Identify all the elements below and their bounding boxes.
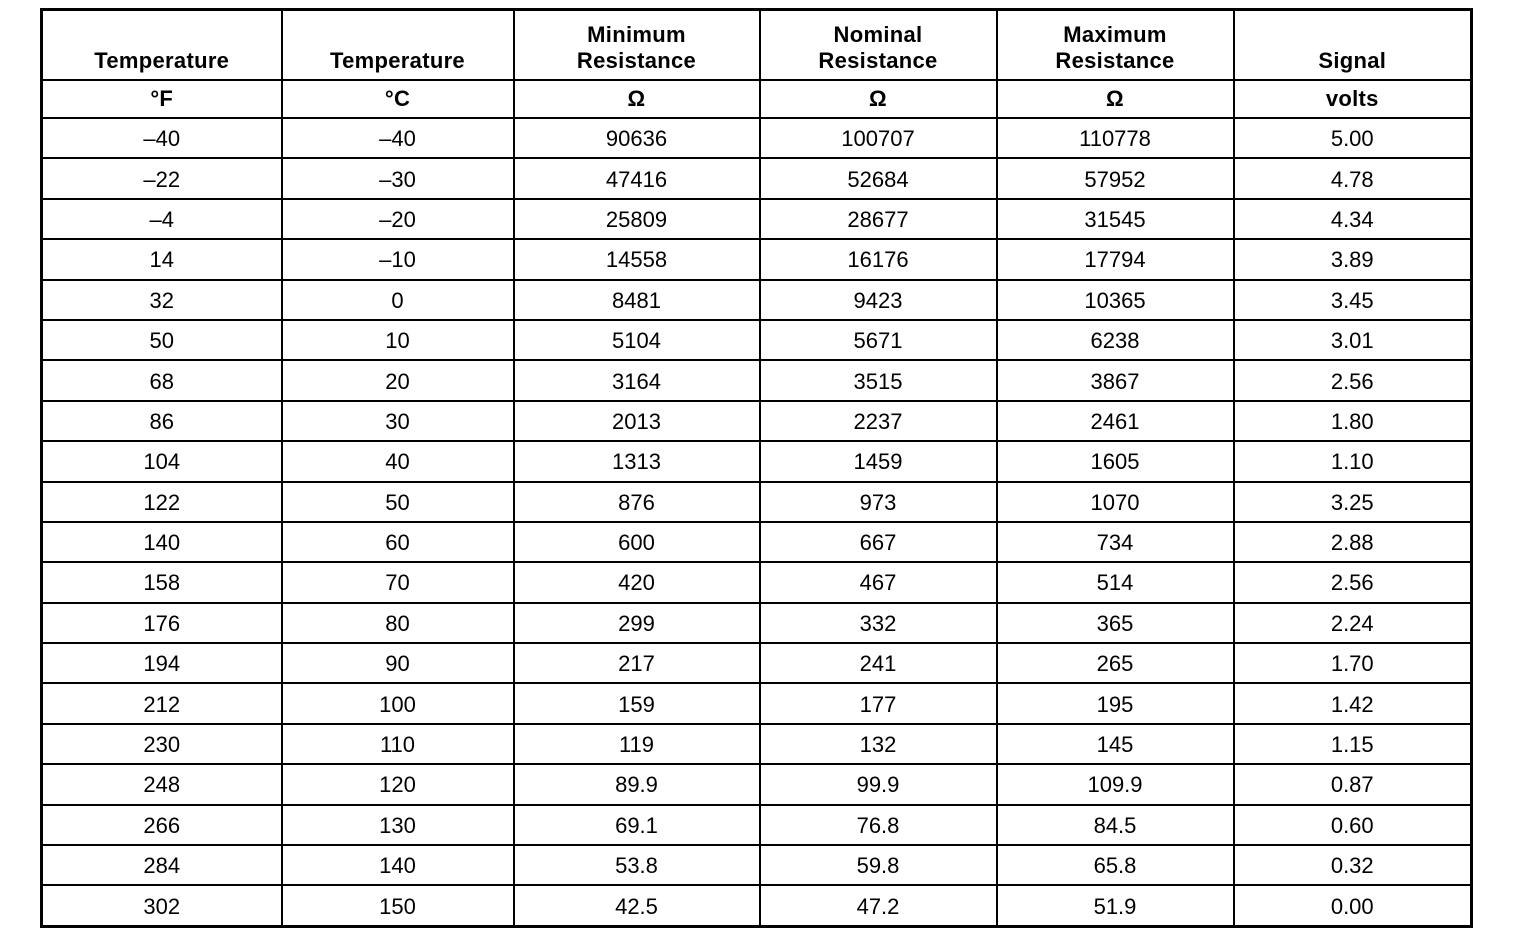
cell-temp-f: 140 <box>42 522 282 562</box>
cell-max-resistance: 1070 <box>997 482 1234 522</box>
table-row <box>42 562 1472 602</box>
cell-min-resistance: 14558 <box>514 239 760 279</box>
unit-celsius: °C <box>282 80 514 118</box>
table-row <box>42 885 1472 926</box>
unit-volts: volts <box>1234 80 1472 118</box>
cell-temp-c: 0 <box>282 280 514 320</box>
cell-temp-f: 32 <box>42 280 282 320</box>
cell-nominal-resistance: 1459 <box>760 441 997 481</box>
cell-temp-f: 302 <box>42 885 282 926</box>
cell-nominal-resistance: 76.8 <box>760 805 997 845</box>
cell-temp-f: 176 <box>42 603 282 643</box>
cell-signal: 1.10 <box>1234 441 1472 481</box>
table-row <box>42 360 1472 400</box>
cell-temp-c: 40 <box>282 441 514 481</box>
cell-signal: 3.89 <box>1234 239 1472 279</box>
cell-min-resistance: 420 <box>514 562 760 602</box>
cell-temp-f: 212 <box>42 683 282 723</box>
cell-min-resistance: 42.5 <box>514 885 760 926</box>
table-row <box>42 522 1472 562</box>
cell-signal: 0.87 <box>1234 764 1472 804</box>
header-line2: Resistance <box>576 48 697 73</box>
cell-temp-f: 104 <box>42 441 282 481</box>
cell-max-resistance: 31545 <box>997 199 1234 239</box>
unit-row <box>42 80 1472 118</box>
cell-signal: 2.24 <box>1234 603 1472 643</box>
table-row <box>42 320 1472 360</box>
header-temperature-f <box>42 10 282 81</box>
cell-signal: 2.56 <box>1234 562 1472 602</box>
header-line2: Signal <box>1318 48 1387 73</box>
cell-max-resistance: 110778 <box>997 118 1234 158</box>
cell-min-resistance: 90636 <box>514 118 760 158</box>
table-row <box>42 401 1472 441</box>
cell-temp-f: 194 <box>42 643 282 683</box>
cell-min-resistance: 8481 <box>514 280 760 320</box>
cell-min-resistance: 159 <box>514 683 760 723</box>
cell-max-resistance: 734 <box>997 522 1234 562</box>
cell-temp-c: 100 <box>282 683 514 723</box>
header-line2: Temperature <box>94 48 230 73</box>
unit-ohm-min: Ω <box>514 80 760 118</box>
cell-nominal-resistance: 467 <box>760 562 997 602</box>
cell-temp-f: 122 <box>42 482 282 522</box>
header-row <box>42 10 1472 81</box>
cell-min-resistance: 89.9 <box>514 764 760 804</box>
cell-temp-f: 284 <box>42 845 282 885</box>
header-signal <box>1234 10 1472 81</box>
cell-min-resistance: 876 <box>514 482 760 522</box>
cell-max-resistance: 145 <box>997 724 1234 764</box>
cell-nominal-resistance: 3515 <box>760 360 997 400</box>
cell-temp-c: 120 <box>282 764 514 804</box>
cell-signal: 2.88 <box>1234 522 1472 562</box>
cell-nominal-resistance: 16176 <box>760 239 997 279</box>
cell-signal: 1.70 <box>1234 643 1472 683</box>
cell-temp-f: 158 <box>42 562 282 602</box>
table-row <box>42 643 1472 683</box>
cell-temp-f: 14 <box>42 239 282 279</box>
table-row <box>42 199 1472 239</box>
cell-temp-c: 60 <box>282 522 514 562</box>
table-row <box>42 724 1472 764</box>
table-row <box>42 158 1472 198</box>
cell-temp-c: 130 <box>282 805 514 845</box>
cell-temp-c: 30 <box>282 401 514 441</box>
cell-max-resistance: 514 <box>997 562 1234 602</box>
cell-min-resistance: 25809 <box>514 199 760 239</box>
cell-nominal-resistance: 28677 <box>760 199 997 239</box>
cell-temp-f: 266 <box>42 805 282 845</box>
header-temperature-c <box>282 10 514 81</box>
cell-temp-c: –20 <box>282 199 514 239</box>
cell-max-resistance: 57952 <box>997 158 1234 198</box>
cell-max-resistance: 109.9 <box>997 764 1234 804</box>
cell-min-resistance: 299 <box>514 603 760 643</box>
cell-min-resistance: 5104 <box>514 320 760 360</box>
cell-temp-f: –22 <box>42 158 282 198</box>
temperature-resistance-table <box>40 8 1473 928</box>
cell-temp-c: 10 <box>282 320 514 360</box>
cell-signal: 0.00 <box>1234 885 1472 926</box>
cell-temp-c: 110 <box>282 724 514 764</box>
cell-temp-f: 230 <box>42 724 282 764</box>
cell-temp-c: –10 <box>282 239 514 279</box>
cell-nominal-resistance: 5671 <box>760 320 997 360</box>
cell-temp-c: 90 <box>282 643 514 683</box>
cell-temp-f: 50 <box>42 320 282 360</box>
cell-max-resistance: 365 <box>997 603 1234 643</box>
cell-max-resistance: 6238 <box>997 320 1234 360</box>
header-maximum-resistance <box>997 10 1234 81</box>
table-row <box>42 845 1472 885</box>
unit-ohm-nominal: Ω <box>760 80 997 118</box>
cell-signal: 4.34 <box>1234 199 1472 239</box>
table-row <box>42 603 1472 643</box>
cell-temp-c: 50 <box>282 482 514 522</box>
cell-signal: 4.78 <box>1234 158 1472 198</box>
header-line2: Resistance <box>1055 48 1175 73</box>
cell-nominal-resistance: 2237 <box>760 401 997 441</box>
cell-min-resistance: 2013 <box>514 401 760 441</box>
cell-signal: 1.80 <box>1234 401 1472 441</box>
cell-signal: 3.25 <box>1234 482 1472 522</box>
unit-ohm-max: Ω <box>997 80 1234 118</box>
table-row <box>42 239 1472 279</box>
cell-nominal-resistance: 241 <box>760 643 997 683</box>
cell-nominal-resistance: 52684 <box>760 158 997 198</box>
table-row <box>42 280 1472 320</box>
header-nominal-resistance <box>760 10 997 81</box>
cell-nominal-resistance: 973 <box>760 482 997 522</box>
cell-signal: 3.45 <box>1234 280 1472 320</box>
cell-min-resistance: 119 <box>514 724 760 764</box>
cell-max-resistance: 265 <box>997 643 1234 683</box>
header-line2: Resistance <box>818 48 938 73</box>
cell-temp-c: 70 <box>282 562 514 602</box>
unit-fahrenheit: °F <box>42 80 282 118</box>
cell-min-resistance: 69.1 <box>514 805 760 845</box>
cell-temp-c: 140 <box>282 845 514 885</box>
cell-max-resistance: 1605 <box>997 441 1234 481</box>
table-row <box>42 118 1472 158</box>
cell-signal: 5.00 <box>1234 118 1472 158</box>
cell-signal: 2.56 <box>1234 360 1472 400</box>
cell-max-resistance: 10365 <box>997 280 1234 320</box>
cell-max-resistance: 84.5 <box>997 805 1234 845</box>
cell-temp-f: 68 <box>42 360 282 400</box>
cell-nominal-resistance: 47.2 <box>760 885 997 926</box>
cell-min-resistance: 600 <box>514 522 760 562</box>
cell-temp-f: 86 <box>42 401 282 441</box>
table-row <box>42 764 1472 804</box>
cell-max-resistance: 65.8 <box>997 845 1234 885</box>
cell-nominal-resistance: 9423 <box>760 280 997 320</box>
cell-max-resistance: 51.9 <box>997 885 1234 926</box>
cell-temp-f: 248 <box>42 764 282 804</box>
header-line1: Nominal <box>833 22 923 47</box>
cell-nominal-resistance: 100707 <box>760 118 997 158</box>
cell-nominal-resistance: 667 <box>760 522 997 562</box>
cell-nominal-resistance: 59.8 <box>760 845 997 885</box>
table-row <box>42 441 1472 481</box>
cell-min-resistance: 53.8 <box>514 845 760 885</box>
cell-temp-c: 150 <box>282 885 514 926</box>
cell-temp-c: 20 <box>282 360 514 400</box>
header-minimum-resistance <box>514 10 760 81</box>
cell-max-resistance: 2461 <box>997 401 1234 441</box>
table-row <box>42 482 1472 522</box>
cell-min-resistance: 3164 <box>514 360 760 400</box>
cell-signal: 3.01 <box>1234 320 1472 360</box>
cell-signal: 1.42 <box>1234 683 1472 723</box>
table-body <box>42 118 1472 926</box>
cell-signal: 0.60 <box>1234 805 1472 845</box>
cell-signal: 1.15 <box>1234 724 1472 764</box>
header-line1: Minimum <box>587 22 686 47</box>
cell-nominal-resistance: 177 <box>760 683 997 723</box>
cell-signal: 0.32 <box>1234 845 1472 885</box>
cell-min-resistance: 1313 <box>514 441 760 481</box>
cell-min-resistance: 217 <box>514 643 760 683</box>
cell-temp-f: –40 <box>42 118 282 158</box>
table-row <box>42 805 1472 845</box>
cell-temp-c: –30 <box>282 158 514 198</box>
cell-max-resistance: 17794 <box>997 239 1234 279</box>
header-line2: Temperature <box>330 48 465 73</box>
cell-temp-c: –40 <box>282 118 514 158</box>
cell-nominal-resistance: 99.9 <box>760 764 997 804</box>
cell-nominal-resistance: 332 <box>760 603 997 643</box>
cell-temp-f: –4 <box>42 199 282 239</box>
table-row <box>42 683 1472 723</box>
cell-temp-c: 80 <box>282 603 514 643</box>
cell-min-resistance: 47416 <box>514 158 760 198</box>
temperature-resistance-table-container <box>40 8 1470 928</box>
cell-nominal-resistance: 132 <box>760 724 997 764</box>
cell-max-resistance: 195 <box>997 683 1234 723</box>
cell-max-resistance: 3867 <box>997 360 1234 400</box>
header-line1: Maximum <box>1063 22 1167 47</box>
